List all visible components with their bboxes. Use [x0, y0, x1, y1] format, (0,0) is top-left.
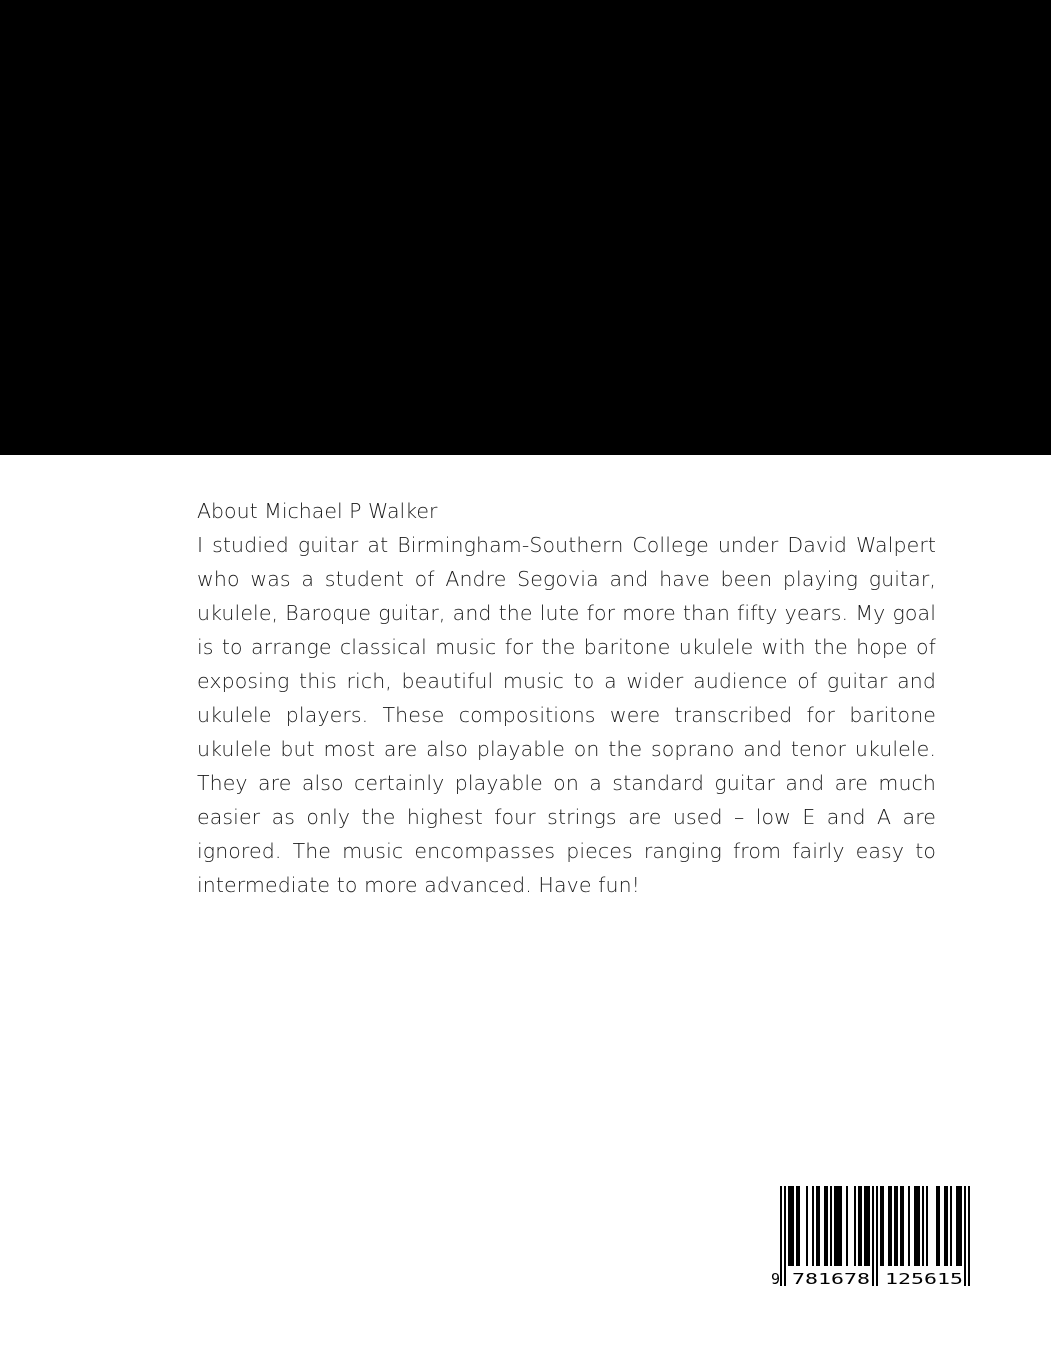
about-heading: About Michael P Walker — [197, 499, 438, 523]
barcode-bar — [946, 1186, 948, 1266]
barcode-lead-digit: 9 — [771, 1270, 781, 1288]
barcode-bar — [796, 1186, 798, 1266]
barcode-bar — [824, 1186, 826, 1266]
barcode-bar — [882, 1186, 884, 1266]
barcode-bar — [836, 1186, 838, 1266]
barcode-bar — [790, 1186, 792, 1266]
barcode-bar — [944, 1186, 946, 1266]
barcode-bar — [860, 1186, 862, 1266]
barcode-bar — [830, 1186, 832, 1266]
barcode-graphic — [768, 1184, 982, 1288]
barcode-bar — [798, 1186, 800, 1266]
barcode-bar — [916, 1186, 918, 1266]
barcode-bar — [806, 1186, 808, 1266]
barcode-left-digits: 781678 — [792, 1270, 870, 1288]
barcode-bar — [812, 1186, 814, 1266]
isbn-barcode — [768, 1184, 982, 1288]
barcode-bar — [792, 1186, 794, 1266]
barcode-bar — [938, 1186, 940, 1266]
barcode-bar — [956, 1186, 958, 1266]
barcode-bar — [864, 1186, 866, 1266]
barcode-guard-bar — [780, 1186, 782, 1286]
about-body-text: I studied guitar at Birmingham-Southern College under David Walpert who was a student of Andre Segovia and have been playing guitar, ukulele, Baroque guitar, and the lute for more than fifty years. My goal is to arrange classical music for the baritone ukulele with the hope of exposing this rich, beautiful music to a wider audience of guitar and ukulele players. These compositions were transcribed for baritone ukulele but most are also playable on the soprano and tenor ukulele. They are also certainly playable on a standard guitar and are much easier as only the highest four strings are used – low E and A are ignored. The music encompasses pieces ranging from fairly easy to intermediate to more advanced. Have fun! — [197, 533, 936, 897]
barcode-bar — [918, 1186, 920, 1266]
barcode-bar — [866, 1186, 868, 1266]
barcode-bar — [834, 1186, 836, 1266]
barcode-bar — [858, 1186, 860, 1266]
barcode-bar — [868, 1186, 870, 1266]
barcode-bar — [894, 1186, 896, 1266]
barcode-bar — [896, 1186, 898, 1266]
barcode-guard-bar — [872, 1186, 874, 1286]
barcode-bar — [922, 1186, 924, 1266]
barcode-bar — [950, 1186, 952, 1266]
about-author-section — [197, 494, 936, 902]
barcode-bar — [846, 1186, 848, 1266]
barcode-guard-bar — [876, 1186, 878, 1286]
barcode-bar — [960, 1186, 962, 1266]
barcode-bar — [902, 1186, 904, 1266]
barcode-bar — [890, 1186, 892, 1266]
barcode-bar — [854, 1186, 856, 1266]
barcode-bar — [958, 1186, 960, 1266]
barcode-right-digits: 125615 — [885, 1270, 963, 1288]
barcode-bar — [838, 1186, 840, 1266]
barcode-bar — [880, 1186, 882, 1266]
barcode-bar — [900, 1186, 902, 1266]
barcode-guard-bar — [968, 1186, 970, 1286]
barcode-bar — [914, 1186, 916, 1266]
barcode-bar — [908, 1186, 910, 1266]
barcode-bar — [840, 1186, 842, 1266]
barcode-guard-bar — [784, 1186, 786, 1286]
barcode-bar — [926, 1186, 928, 1266]
cover-image-band — [0, 0, 1051, 455]
barcode-bar — [818, 1186, 820, 1266]
barcode-bar — [888, 1186, 890, 1266]
barcode-bar — [826, 1186, 828, 1266]
barcode-bar — [816, 1186, 818, 1266]
barcode-bar — [936, 1186, 938, 1266]
barcode-guard-bar — [964, 1186, 966, 1286]
barcode-bar — [788, 1186, 790, 1266]
